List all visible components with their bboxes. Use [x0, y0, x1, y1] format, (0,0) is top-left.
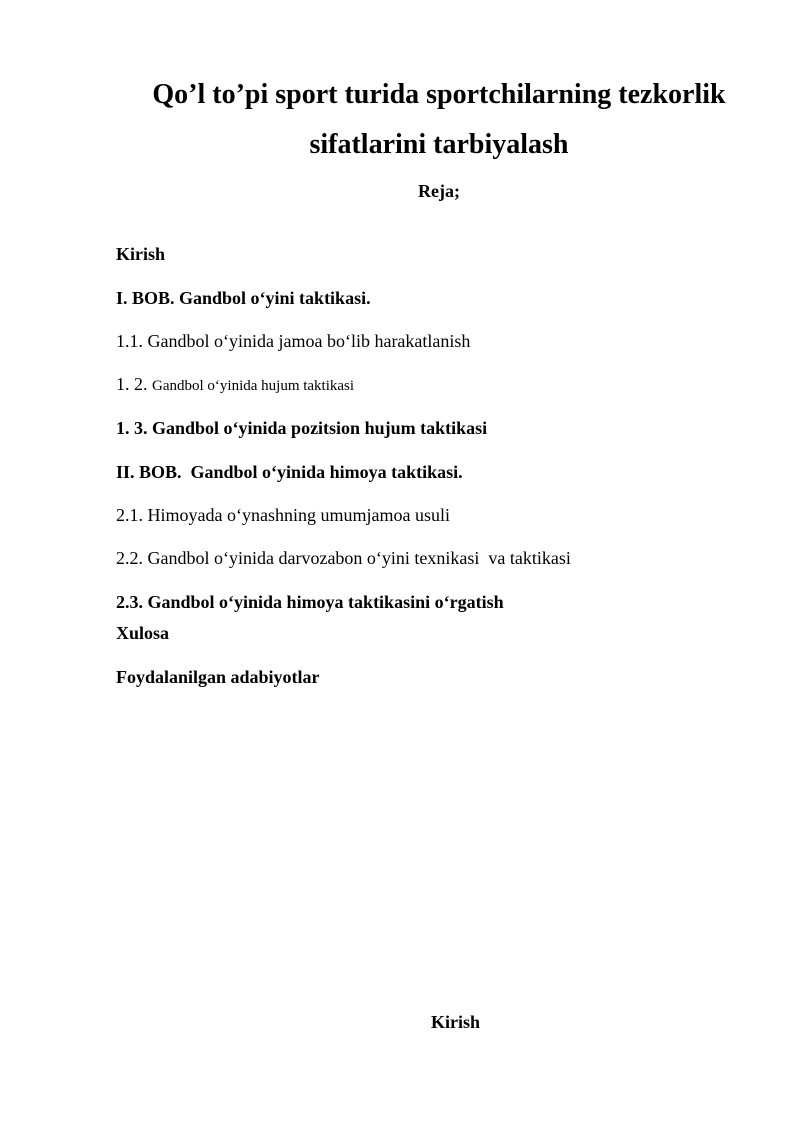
document-title-line-1: Qo’l to’pi sport turida sportchilarning tezkorlik	[152, 79, 726, 110]
toc-section-2-1: 2.1. Himoyada o‘ynashning umumjamoa usuli	[116, 505, 450, 525]
toc-section-1-2	[116, 373, 354, 397]
toc-introduction: Kirish	[116, 244, 166, 264]
toc-references: Foydalanilgan adabiyotlar	[116, 667, 320, 687]
document-title-line-2: sifatlarini tarbiyalash	[309, 129, 569, 160]
toc-section-1-2-text: Gandbol o‘yinida hujum taktikasi	[152, 378, 355, 394]
toc-conclusion: Xulosa	[116, 623, 170, 643]
toc-section-2-3: 2.3. Gandbol o‘yinida himoya taktikasini o‘rgatish	[116, 592, 504, 612]
plan-heading: Reja;	[418, 181, 460, 201]
toc-section-2-2: 2.2. Gandbol o‘yinida darvozabon o‘yini texnikasi va taktikasi	[116, 548, 571, 568]
toc-section-1-1: 1.1. Gandbol o‘yinida jamoa bo‘lib harakatlanish	[116, 331, 471, 351]
toc-section-1-3: 1. 3. Gandbol o‘yinida pozitsion hujum taktikasi	[116, 418, 488, 438]
toc-section-1-2-number: 1. 2.	[116, 374, 152, 394]
toc-chapter-1: I. BOB. Gandbol o‘yini taktikasi.	[116, 288, 371, 308]
introduction-heading: Kirish	[431, 1012, 481, 1032]
toc-chapter-2: II. BOB. Gandbol o‘yinida himoya taktikasi.	[116, 462, 463, 482]
